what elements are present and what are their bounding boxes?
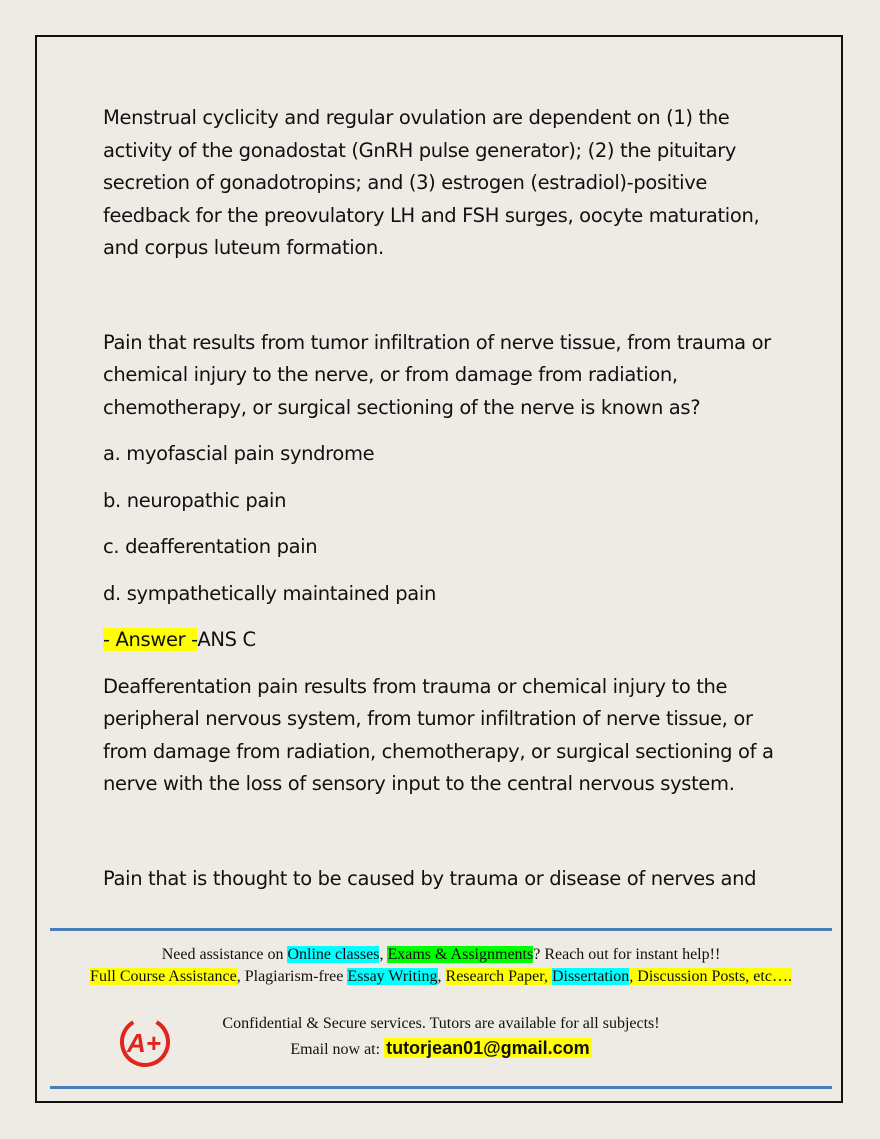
footer-text: ? Reach out for instant help!!	[533, 946, 721, 963]
footer-promo-line2	[50, 968, 832, 986]
logo-text: A+	[127, 1028, 161, 1058]
answer-explanation: Deafferentation pain results from trauma or chemical injury to the peripheral nervous system, from tumor infiltration of nerve tissue, or from damage from radiation, chemotherapy, or surgical sectioning of a nerve with the loss of sensory input to the central nervous system.	[103, 674, 774, 795]
online-classes-link[interactable]: Online classes	[287, 946, 380, 963]
exams-assignments-link[interactable]: Exams & Assignments	[387, 946, 534, 963]
option-d: d. sympathetically maintained pain	[103, 581, 436, 605]
answer-value: ANS C	[197, 628, 256, 651]
essay-writing-link[interactable]: Essay Writing	[347, 968, 438, 985]
email-label: Email now at:	[290, 1041, 385, 1058]
footer-divider-top	[50, 928, 832, 931]
answer-label: - Answer -	[103, 628, 198, 651]
footer-confidential: Confidential & Secure services. Tutors are available for all subjects!	[222, 1015, 660, 1032]
research-paper-link[interactable]: Research Paper,	[445, 968, 552, 985]
paragraph-menstrual-cyclicity: Menstrual cyclicity and regular ovulation are dependent on (1) the activity of the gonadostat (GnRH pulse generator); (2) the pituitary secretion of gonadotropins; and (3) estrogen (estradiol)-positive feedback for the preovulatory LH and FSH surges, oocyte maturation, and corpus luteum formation.	[103, 106, 760, 259]
discussion-posts-link[interactable]: Discussion Posts, etc….	[637, 968, 792, 985]
footer-promo-line1	[50, 946, 832, 964]
email-link[interactable]: tutorjean01@gmail.com	[386, 1038, 590, 1058]
dissertation-link[interactable]: Dissertation	[551, 968, 630, 985]
footer-email-line	[50, 1038, 832, 1059]
footer-text: ,	[437, 968, 446, 985]
footer-text: ,	[629, 968, 638, 985]
footer-text: , Plagiarism-free	[236, 968, 348, 985]
option-b: b. neuropathic pain	[103, 488, 287, 512]
next-question-start: Pain that is thought to be caused by trauma or disease of nerves and	[103, 866, 757, 890]
full-course-link[interactable]: Full Course Assistance	[90, 968, 237, 985]
question-text: Pain that results from tumor infiltration of nerve tissue, from trauma or chemical injury to the nerve, or from damage from radiation, chemotherapy, or surgical sectioning of the nerve is known as?	[103, 330, 771, 419]
option-a: a. myofascial pain syndrome	[103, 442, 375, 465]
footer-text: Need assistance on	[161, 946, 288, 963]
footer-text: ,	[379, 946, 388, 963]
footer-divider-bottom	[50, 1086, 832, 1089]
document-body	[103, 102, 793, 895]
option-c: c. deafferentation pain	[103, 535, 318, 558]
answer-line	[103, 624, 793, 657]
